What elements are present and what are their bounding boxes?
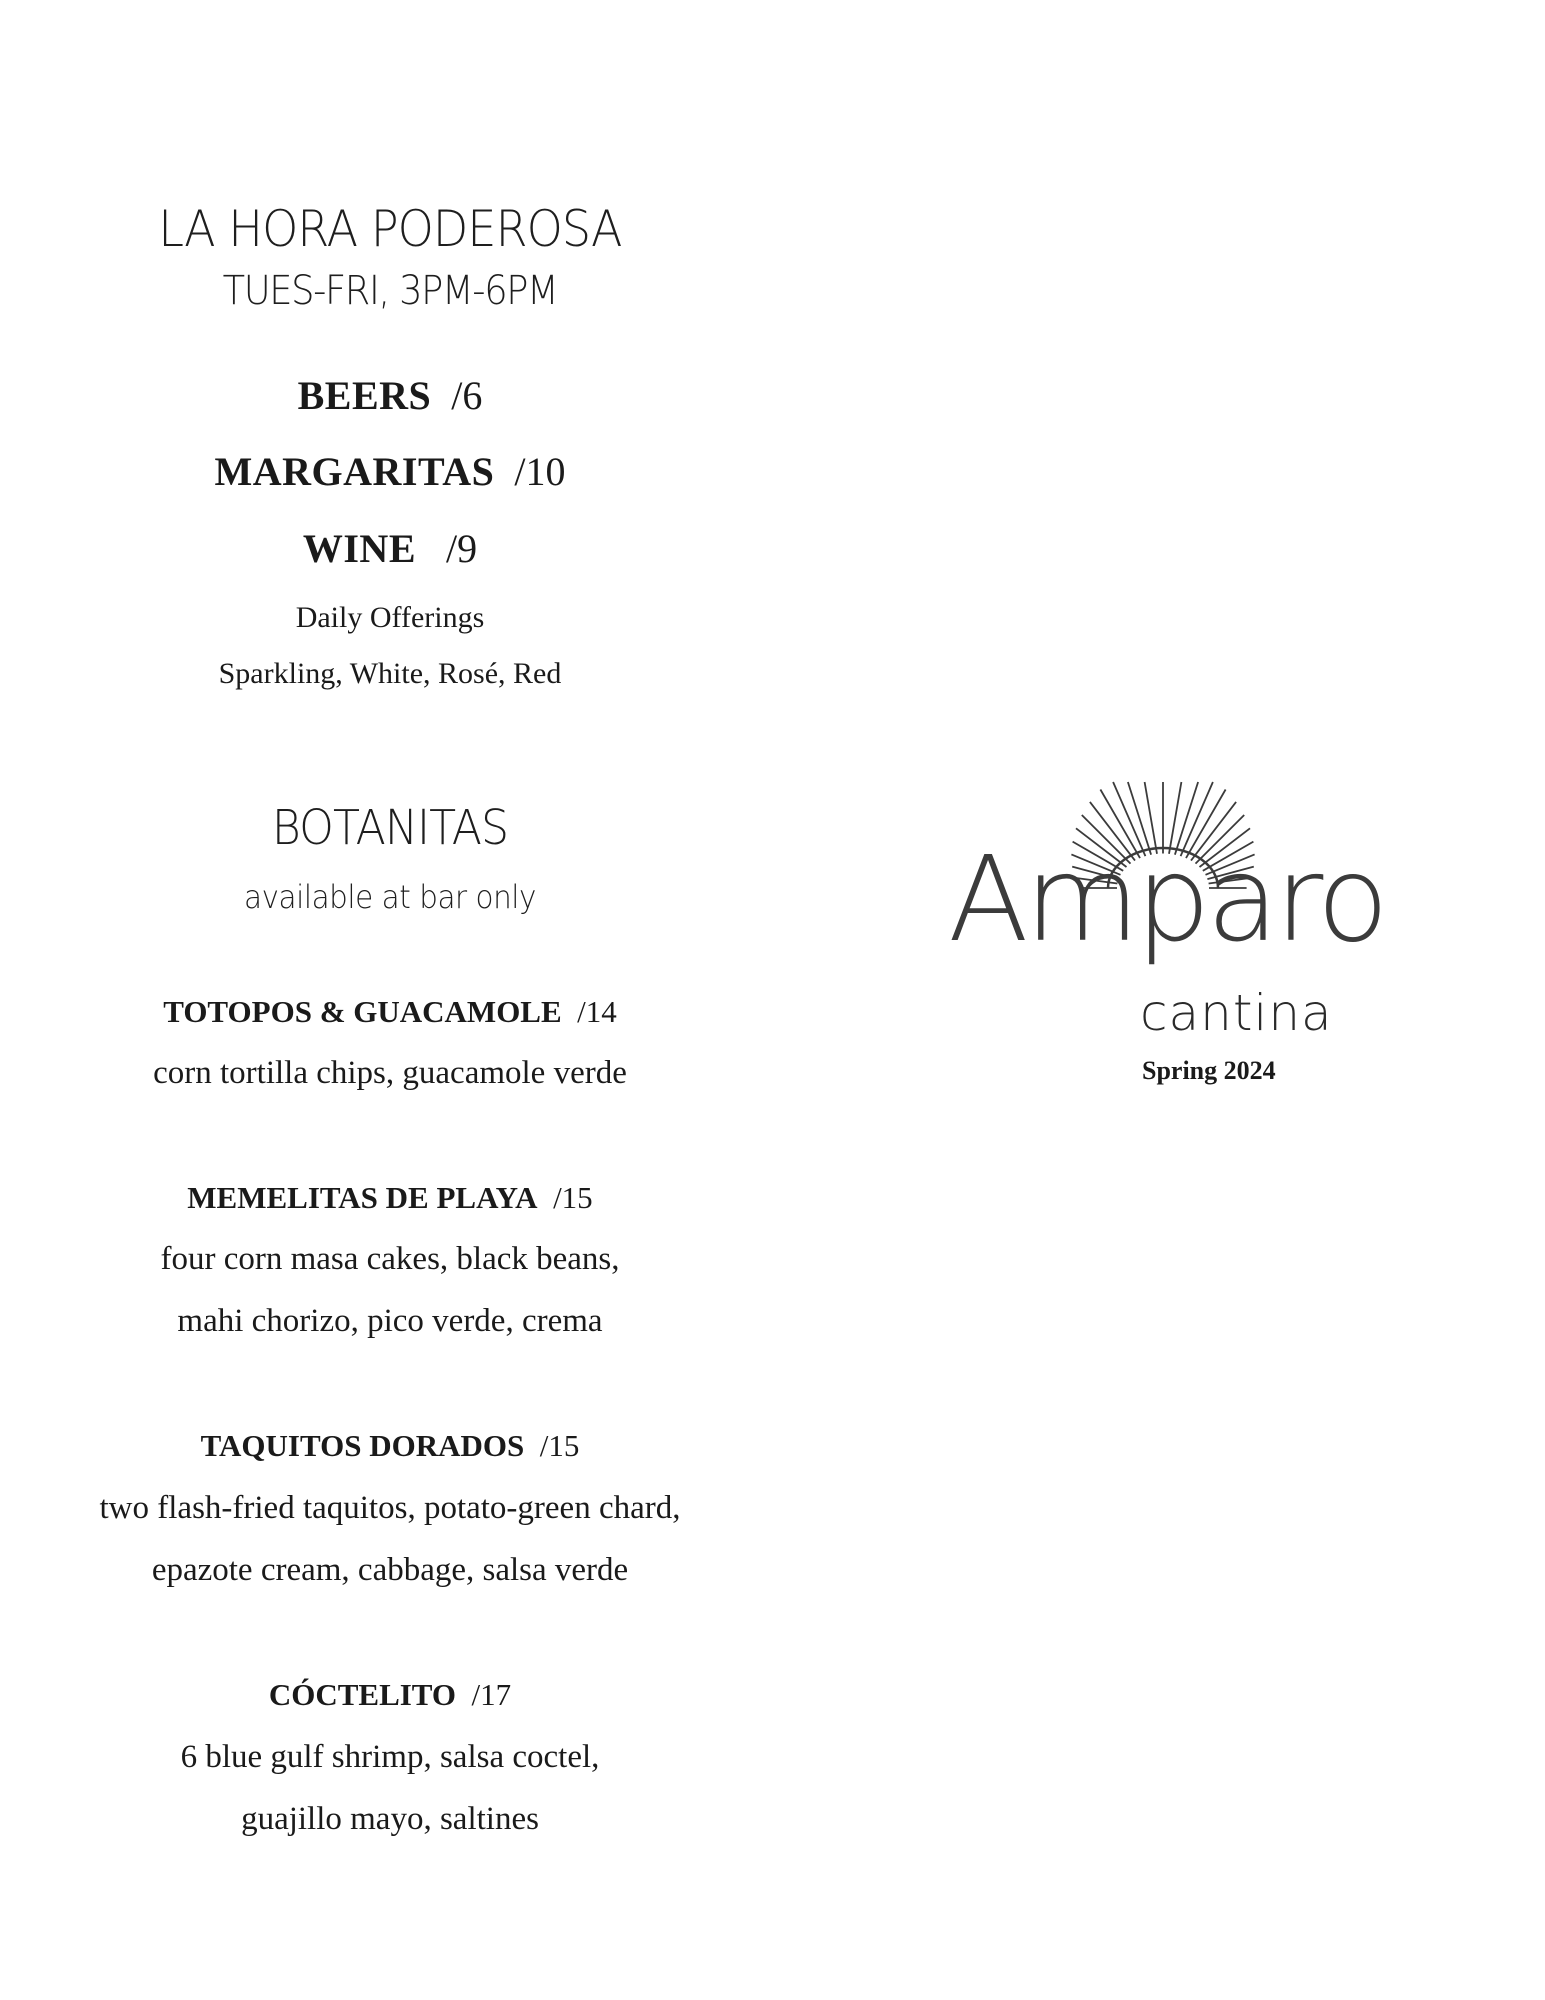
dish-price: /15: [539, 1428, 580, 1463]
brand-subtitle: cantina: [1140, 984, 1333, 1042]
wine-note-daily: Daily Offerings: [295, 601, 485, 634]
dish-title: TOTOPOS & GUACAMOLE: [163, 994, 562, 1029]
dish-price: /14: [577, 994, 617, 1029]
drink-name: MARGARITAS: [214, 449, 495, 494]
dish-description: epazote cream, cabbage, salsa verde: [151, 1552, 629, 1588]
dish-description: mahi chorizo, pico verde, crema: [177, 1303, 603, 1339]
brand-name: Amparo: [948, 830, 1385, 968]
drink-item-margaritas: [0, 449, 780, 494]
dish-name-memelitas: [0, 1182, 780, 1213]
drink-price: /6: [451, 373, 483, 418]
dish-description: guajillo mayo, saltines: [241, 1801, 539, 1837]
happy-hour-title: LA HORA PODEROSA: [158, 200, 622, 258]
dish-description: four corn masa cakes, black beans,: [160, 1241, 620, 1277]
drink-price: /10: [514, 449, 566, 494]
dish-title: MEMELITAS DE PLAYA: [187, 1180, 538, 1215]
drink-item-wine: [0, 526, 780, 571]
botanitas-title: BOTANITAS: [271, 800, 509, 856]
menu-season: Spring 2024: [1142, 1056, 1276, 1085]
dish-description: two flash-fried taquitos, potato-green chard,: [99, 1490, 681, 1526]
dish-price: /15: [553, 1180, 593, 1215]
amparo-logo: [930, 780, 1385, 1100]
drink-name: WINE: [302, 526, 416, 571]
dish-name-coctelito: [0, 1679, 780, 1710]
drink-price: /9: [446, 526, 478, 571]
wine-note-varieties: Sparkling, White, Rosé, Red: [218, 657, 562, 690]
botanitas-subtitle: available at bar only: [244, 878, 536, 916]
happy-hour-hours: TUES-FRI, 3PM-6PM: [222, 268, 558, 314]
dish-title: TAQUITOS DORADOS: [200, 1428, 525, 1463]
drink-item-beers: [0, 373, 780, 418]
dish-title: CÓCTELITO: [268, 1677, 457, 1712]
dish-name-totopos: [0, 996, 780, 1027]
dish-description: corn tortilla chips, guacamole verde: [153, 1055, 627, 1091]
dish-description: 6 blue gulf shrimp, salsa coctel,: [180, 1739, 600, 1775]
dish-name-taquitos: [0, 1430, 780, 1461]
dish-price: /17: [471, 1677, 512, 1712]
drink-name: BEERS: [297, 373, 432, 418]
